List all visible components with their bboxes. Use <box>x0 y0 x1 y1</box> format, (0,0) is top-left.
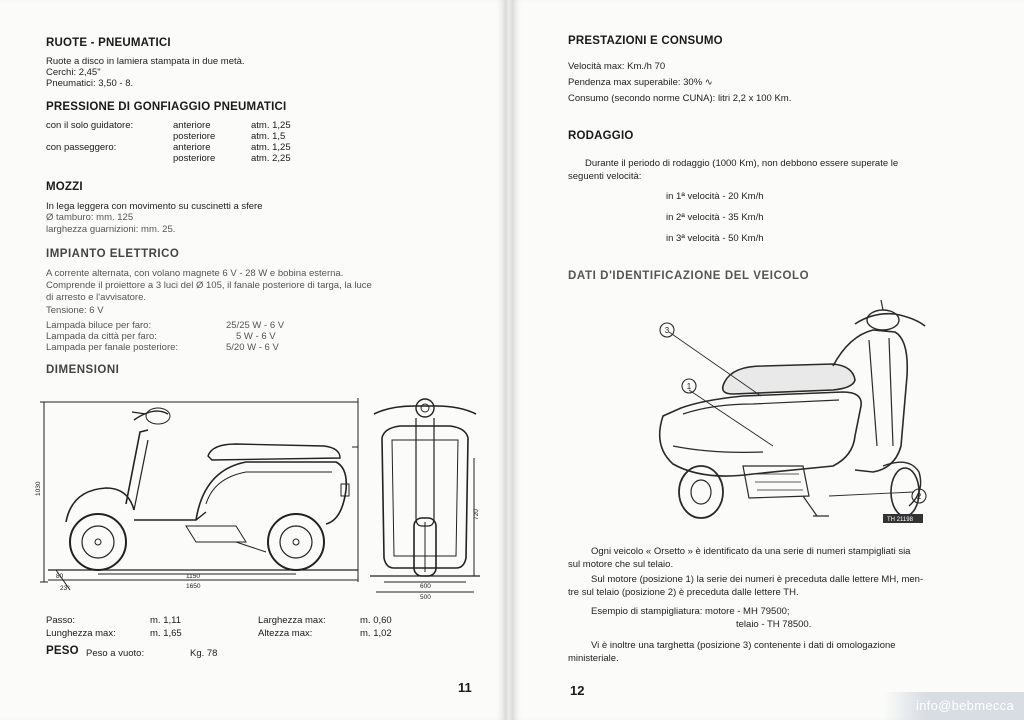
pressione-row <box>46 142 306 153</box>
lampada-label: Lampada per fanale posteriore: <box>46 342 179 353</box>
dati-p4-line-2: ministeriale. <box>568 653 619 664</box>
lampada-val: 25/25 W - 6 V <box>226 320 285 331</box>
spec-val: m. 1,65 <box>150 628 182 639</box>
pressione-val: atm. 1,5 <box>251 131 286 142</box>
left-page <box>0 0 505 720</box>
lampada-row <box>46 320 306 331</box>
heading-rodaggio: RODAGGIO <box>568 130 634 142</box>
lampada-row <box>46 331 306 342</box>
right-page <box>513 0 1024 720</box>
peso-val: Kg. 78 <box>190 648 218 659</box>
scooter-perspective-drawing <box>633 296 933 531</box>
spec-row <box>46 615 206 626</box>
heading-impianto: IMPIANTO ELETTRICO <box>46 248 180 260</box>
spec-row <box>46 628 206 639</box>
pressione-label: con passeggero: <box>46 142 117 153</box>
pressione-row <box>46 131 306 142</box>
pressione-pos: anteriore <box>173 120 211 131</box>
prestazioni-line-3: Consumo (secondo norme CUNA): litri 2,2 x 100 Km. <box>568 93 792 104</box>
pressione-pos: posteriore <box>173 153 216 164</box>
rodaggio-speed-2: in 2ª velocità - 35 Km/h <box>666 212 764 223</box>
spec-label: Passo: <box>46 615 76 626</box>
dati-p1-line-2: sul motore che sul telaio. <box>568 559 674 570</box>
heading-dimensioni: DIMENSIONI <box>46 364 120 376</box>
pressione-val: atm. 1,25 <box>251 142 291 153</box>
dim-c-label: 80 <box>56 573 64 580</box>
spec-val: m. 0,60 <box>360 615 392 626</box>
lampada-label: Lampada biluce per faro: <box>46 320 152 331</box>
ruote-line-2: Cerchi: 2,45" <box>46 67 101 78</box>
heading-pressione: PRESSIONE DI GONFIAGGIO PNEUMATICI <box>46 101 287 113</box>
lampada-val: 5 W - 6 V <box>236 331 276 342</box>
impianto-line-2: Comprende il proiettore a 3 luci del Ø 105, il fanale posteriore di targa, la luce <box>46 280 372 291</box>
callout-1: 1 <box>686 382 692 391</box>
rodaggio-intro-2: seguenti velocità: <box>568 171 642 182</box>
watermark-text: info@bebmecca <box>915 698 1014 713</box>
page-number-right: 12 <box>570 683 585 698</box>
lampada-label: Lampada da città per faro: <box>46 331 157 342</box>
dim-height-label: 1030 <box>35 481 42 496</box>
lampada-row <box>46 342 306 353</box>
dati-p2-line-2: tre sul telaio (posizione 2) è preceduta dalle lettere TH. <box>568 587 799 598</box>
dati-p4-line-1: Vi è inoltre una targhetta (posizione 3) contenente i dati di omologazione <box>591 640 896 651</box>
page-number-left: 11 <box>458 680 472 695</box>
pressione-val: atm. 1,25 <box>251 120 291 131</box>
ruote-line-1: Ruote a disco in lamiera stampata in due metà. <box>46 56 245 67</box>
spec-label: Lunghezza max: <box>46 628 116 639</box>
dim-e-label: 600 <box>420 583 431 590</box>
scooter-front-drawing <box>370 398 480 603</box>
dim-d-label: 23° <box>60 585 70 592</box>
impianto-line-3: di arresto e l'avvisatore. <box>46 292 147 303</box>
lampade-table <box>46 320 306 353</box>
spec-row <box>258 615 428 626</box>
callout-3: 3 <box>664 326 670 335</box>
heading-dati: DATI D'IDENTIFICAZIONE DEL VEICOLO <box>568 270 810 282</box>
lampada-val: 5/20 W - 6 V <box>226 342 279 353</box>
spec-row <box>258 628 428 639</box>
mozzi-line-2: Ø tamburo: mm. 125 <box>46 212 134 223</box>
mozzi-line-3: larghezza guarnizioni: mm. 25. <box>46 224 176 235</box>
pressione-pos: posteriore <box>173 131 216 142</box>
spec-label: Larghezza max: <box>258 615 326 626</box>
heading-mozzi: MOZZI <box>46 181 83 193</box>
mozzi-line-1: In lega leggera con movimento su cuscinetti a sfere <box>46 201 263 212</box>
heading-prestazioni: PRESTAZIONI E CONSUMO <box>568 35 723 47</box>
watermark <box>884 692 1024 720</box>
prestazioni-line-1: Velocità max: Km./h 70 <box>568 61 666 72</box>
rodaggio-intro-1: Durante il periodo di rodaggio (1000 Km), non debbono essere superate le <box>585 158 899 169</box>
dim-f-label: 500 <box>420 594 431 601</box>
spec-label: Altezza max: <box>258 628 313 639</box>
book-gutter <box>505 0 513 720</box>
heading-ruote: RUOTE - PNEUMATICI <box>46 37 171 49</box>
impianto-tensione: Tensione: 6 V <box>46 305 104 316</box>
dati-p1-line-1: Ogni veicolo « Orsetto » è identificato da una serie di numeri stampigliati sia <box>591 546 911 557</box>
plate-code-label: TH 21198 <box>887 517 913 523</box>
rodaggio-speed-3: in 3ª velocità - 50 Km/h <box>666 233 764 244</box>
callout-2: 2 <box>916 492 922 501</box>
spec-val: m. 1,11 <box>150 615 181 626</box>
specs-left <box>46 615 206 639</box>
dati-p3-line-1: Esempio di stampigliatura: motore - MH 79500; <box>591 606 790 617</box>
pressione-row <box>46 120 306 131</box>
prestazioni-line-2: Pendenza max superabile: 30% ∿ <box>568 77 713 88</box>
impianto-line-1: A corrente alternata, con volano magnete 6 V - 28 W e bobina esterna. <box>46 268 344 279</box>
ruote-line-3: Pneumatici: 3,50 - 8. <box>46 78 134 89</box>
rodaggio-speed-1: in 1ª velocità - 20 Km/h <box>666 191 764 202</box>
spec-val: m. 1,02 <box>360 628 392 639</box>
dati-p2-line-1: Sul motore (posizione 1) la serie dei numeri è preceduta dalle lettere MH, men- <box>591 574 924 585</box>
dati-p3-line-2: telaio - TH 78500. <box>736 619 812 630</box>
peso-label: Peso a vuoto: <box>86 648 145 659</box>
pressione-val: atm. 2,25 <box>251 153 291 164</box>
dim-seat-label: 720 <box>473 509 480 520</box>
heading-peso: PESO <box>46 645 79 657</box>
pressione-table <box>46 120 306 164</box>
specs-right <box>258 615 428 639</box>
dim-a-label: 1150 <box>186 573 200 580</box>
pressione-label: con il solo guidatore: <box>46 120 134 131</box>
pressione-pos: anteriore <box>173 142 211 153</box>
scooter-side-drawing <box>36 392 366 602</box>
dim-b-label: 1650 <box>186 583 201 590</box>
pressione-row <box>46 153 306 164</box>
